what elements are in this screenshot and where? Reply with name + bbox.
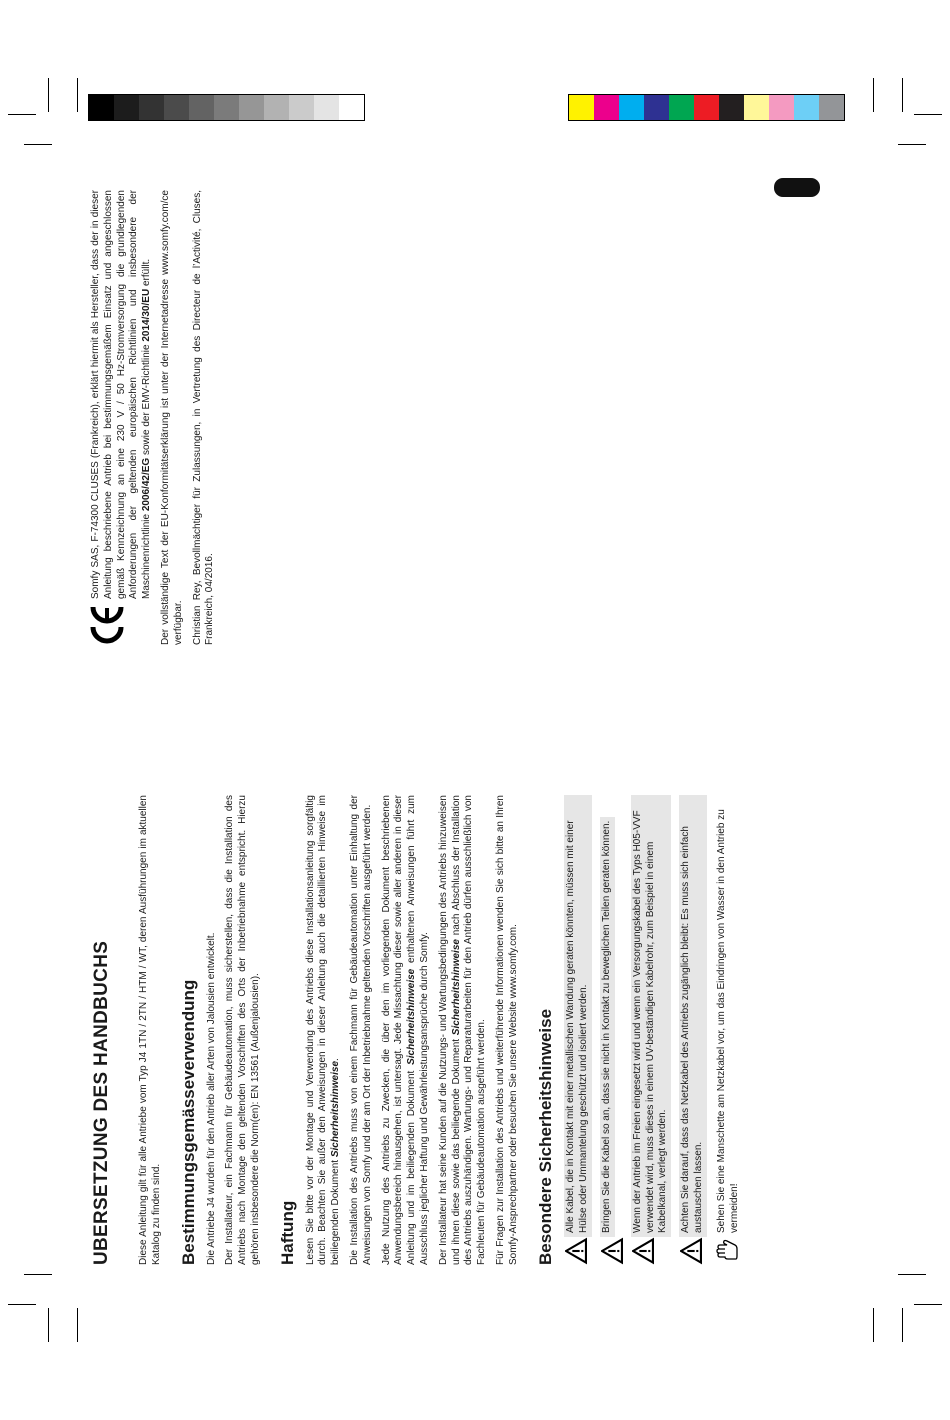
- calibration-swatch: [819, 95, 844, 120]
- crop-mark: [873, 1308, 874, 1342]
- right-column: [90, 190, 223, 645]
- crop-mark: [48, 78, 49, 112]
- ce-declaration: [90, 190, 160, 645]
- calibration-swatch: [339, 95, 364, 120]
- liability-paragraph: Die Installation des Antriebs muss von einem Fachmann für Gebäudeautomation unter Einhaltung der Anweisungen von Somfy und der am Ort der Inbetriebnahme geltenden Vorschriften ausgeführt werden.: [348, 795, 373, 1265]
- crop-mark: [898, 144, 926, 145]
- liability-paragraph: Lesen Sie bitte vor der Montage und Verwendung des Antriebs diese Installationsanleitung sorgfältig durch. Beachten Sie außer den Anweisungen in dieser Anleitung auch die detaillierten Hinweise im beiliegenden Dokument Sicherheitshinweise.: [304, 795, 342, 1265]
- safety-notice-text: Wenn der Antrieb im Freien eingesetzt wird und wenn ein Versorgungskabel des Typs H05-VVF verwendet wird, muss dieses in einem UV-beständigen Kabelrohr, zum Beispiel in einem Kabelkanal, verlegt werden.: [631, 795, 671, 1237]
- conformity-url-paragraph: Der vollständige Text der EU-Konformitätserklärung ist unter der Internetadresse www.somfy.com/ce verfügbar.: [159, 190, 184, 645]
- calibration-swatch: [769, 95, 794, 120]
- crop-mark: [898, 1274, 926, 1275]
- safety-heading: Besondere Sicherheitshinweise: [535, 1008, 555, 1265]
- hand-icon: [716, 1237, 738, 1265]
- intended-use-heading: Bestimmungsgemässeverwendung: [178, 979, 198, 1265]
- crop-mark: [914, 1304, 942, 1305]
- hint-notice: [715, 795, 743, 1265]
- crop-mark: [24, 144, 52, 145]
- calibration-swatch: [744, 95, 769, 120]
- safety-notice: [631, 795, 671, 1265]
- hint-notice-text: Sehen Sie eine Manschette am Netzkabel vor, um das Eindringen von Wasser in den Antrieb zu vermeiden!: [715, 795, 743, 1237]
- crop-mark: [77, 78, 78, 112]
- calibration-swatch: [239, 95, 264, 120]
- crop-mark: [873, 78, 874, 112]
- calibration-swatch: [164, 95, 189, 120]
- page-title: UBERSETZUNG DES HANDBUCHS: [91, 940, 112, 1265]
- safety-notice-text: Bringen Sie die Kabel so an, dass sie nicht in Kontakt zu beweglichen Teilen geraten können.: [600, 817, 615, 1237]
- page-tab-marker: [774, 178, 820, 197]
- calibration-swatch: [139, 95, 164, 120]
- liability-paragraph: Der Installateur hat seine Kunden auf die Nutzungs- und Wartungsbedingungen des Antriebs hinzuweisen und ihnen diese sowie das beiliegende Dokument Sicherheitshinweise nach Abschluss der Installation des Antriebs auszuhändigen. Wartungs- und Reparaturarbeiten für den Antrieb dürfen ausschließlich von Fachleuten für Gebäudeautomation ausgeführt werden.: [437, 795, 488, 1265]
- ce-mark-icon: [90, 603, 124, 645]
- calibration-swatch: [669, 95, 694, 120]
- safety-notice-text: Achten Sie darauf, dass das Netzkabel des Antriebs zugänglich bleibt: Es muss sich einfach austauschen lassen.: [679, 795, 707, 1237]
- crop-mark: [24, 1274, 52, 1275]
- signatory-paragraph: Christian Rey, Bevollmächtiger für Zulassungen, in Vertretung des Directeur de l’Activité, Cluses, Frankreich, 04/2016.: [191, 190, 216, 645]
- calibration-swatch: [719, 95, 744, 120]
- crop-mark: [77, 1308, 78, 1342]
- safety-notice: [679, 795, 707, 1265]
- left-column: [90, 795, 742, 1265]
- safety-notice-text: Alle Kabel, die in Kontakt mit einer metallischen Wandung geraten könnten, müssen mit einer Hülse oder Ummantelung geschützt und isoliert werden.: [564, 795, 592, 1237]
- warning-icon: [680, 1237, 702, 1265]
- crop-mark: [8, 114, 36, 115]
- calibration-swatch: [569, 95, 594, 120]
- warning-icon: [601, 1237, 623, 1265]
- crop-mark: [914, 114, 942, 115]
- calibration-swatch: [89, 95, 114, 120]
- calibration-swatch: [619, 95, 644, 120]
- calibration-swatch: [289, 95, 314, 120]
- calibration-swatch: [644, 95, 669, 120]
- calibration-swatch: [794, 95, 819, 120]
- calibration-swatch: [694, 95, 719, 120]
- calibration-swatch: [264, 95, 289, 120]
- liability-paragraph: Für Fragen zur Installation des Antriebs und weiterführende Informationen wenden Sie sich bitte an Ihren Somfy-Ansprechpartner oder besuchen Sie unsere Website www.somfy.com.: [494, 795, 519, 1265]
- calibration-swatch: [594, 95, 619, 120]
- calibration-swatch: [189, 95, 214, 120]
- intended-use-paragraph: Der Installateur, ein Fachmann für Gebäudeautomation, muss sicherstellen, dass die Installation des Antriebs nach Montage den geltenden Vorschriften des Orts der Inbetriebnahme entspricht. Hierzu gehören insbesondere die Norm(en): EN 13561 (Außenjalousien).: [224, 795, 262, 1265]
- crop-mark: [902, 1308, 903, 1342]
- warning-icon: [565, 1237, 587, 1265]
- calibration-swatch: [114, 95, 139, 120]
- liability-paragraph: Jede Nutzung des Antriebs zu Zwecken, die über den im vorliegenden Dokument beschriebenen Anwendungsbereich hinausgehen, ist untersagt. Jede Missachtung dieser sowie aller anderen in dieser Anleitung und im beiliegenden Dokument Sicherheitshinweise enthaltenen Anweisungen führt zum Ausschluss jeglicher Haftung und Gewährleistungsansprüche durch Somfy.: [380, 795, 430, 1265]
- safety-notice: [564, 795, 592, 1265]
- ce-declaration-text: Somfy SAS, F-74300 CLUSES (Frankreich), erklärt hiermit als Hersteller, dass der in dieser Anleitung beschriebene Antrieb bei bestimmungsgemäßem Einsatz und angeschlossen gemäß Kennzeichnung an eine 230 V / 50 Hz-Stromversorgung die grundlegenden Anforderungen der geltenden europäischen Richtlinien und insbesondere der Maschinenrichtlinie 2006/42/EG sowie der EMV-Richtlinie 2014/30/EU erfüllt.: [90, 190, 153, 599]
- crop-mark: [902, 78, 903, 112]
- crop-mark: [8, 1304, 36, 1305]
- liability-heading: Haftung: [277, 1200, 297, 1265]
- intended-use-paragraph: Die Antriebe J4 wurden für den Antrieb aller Arten von Jalousien entwickelt.: [205, 932, 217, 1265]
- intro-paragraph: Diese Anleitung gilt für alle Antriebe vom Typ J4 1TN / 2TN / HTM / WT, deren Ausführungen im aktuellen Katalog zu finden sind.: [138, 795, 163, 1265]
- rotated-page: [90, 165, 780, 1265]
- warning-icon: [632, 1237, 654, 1265]
- color-calibration-strip: [568, 94, 845, 121]
- calibration-swatch: [314, 95, 339, 120]
- crop-mark: [48, 1308, 49, 1342]
- grey-calibration-strip: [88, 94, 365, 121]
- safety-notice: [600, 795, 623, 1265]
- calibration-swatch: [214, 95, 239, 120]
